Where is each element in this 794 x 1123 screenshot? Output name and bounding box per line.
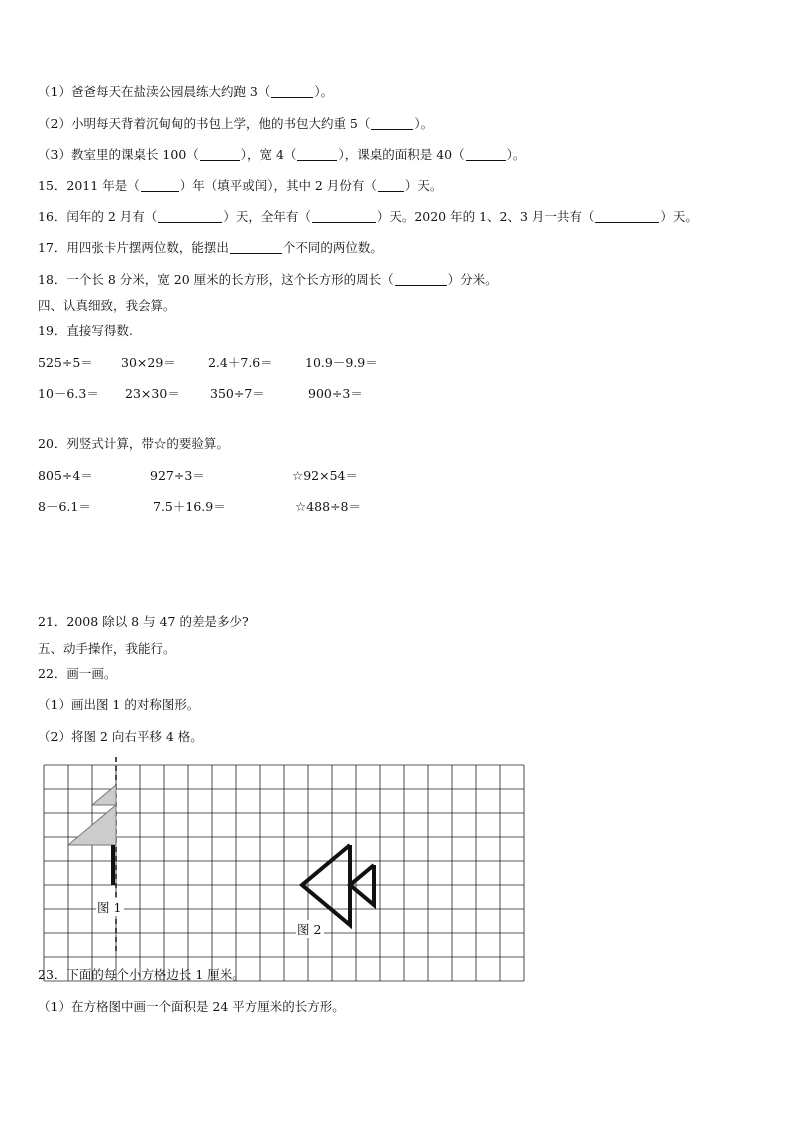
q15-text-c: ）天。 xyxy=(404,178,443,193)
q19-item: 30×29＝ xyxy=(121,355,176,370)
q22-part1: （1）画出图 1 的对称图形。 xyxy=(38,697,200,712)
figure-1-shape xyxy=(92,785,116,805)
q19-item: 525÷5＝ xyxy=(38,355,93,370)
q13-part3-text-c: ），课桌的面积是 40（ xyxy=(338,147,465,162)
q17-text-a: 17．用四张卡片摆两位数，能摆出 xyxy=(38,240,229,255)
q13-part3-text-a: （3）教室里的课桌长 100（ xyxy=(38,147,199,162)
question-23-title: 23．下面的每个小方格边长 1 厘米。 xyxy=(38,967,245,982)
q20-item: ☆488÷8＝ xyxy=(295,499,361,514)
q19-item: 10－6.3＝ xyxy=(38,386,99,401)
q18-text-a: 18．一个长 8 分米，宽 20 厘米的长方形，这个长方形的周长（ xyxy=(38,272,394,287)
q17-text-b: 个不同的两位数。 xyxy=(282,240,383,255)
q16-text-b: ）天，全年有（ xyxy=(223,209,311,224)
q19-item: 10.9－9.9＝ xyxy=(305,355,378,370)
q13-part1-text: （1）爸爸每天在盐渎公园晨练大约跑 3（ xyxy=(38,84,271,99)
q20-item: 8－6.1＝ xyxy=(38,499,91,514)
q16-text-a: 16．闰年的 2 月有（ xyxy=(38,209,158,224)
question-21: 21．2008 除以 8 与 47 的差是多少? xyxy=(38,614,249,629)
section-4-heading: 四、认真细致，我会算。 xyxy=(38,298,176,313)
question-19-title: 19．直接写得数. xyxy=(38,323,133,338)
q20-item: ☆92×54＝ xyxy=(292,468,358,483)
q20-item: 927÷3＝ xyxy=(150,468,205,483)
figure-1-label: 图 1 xyxy=(97,900,122,915)
q20-item: 7.5＋16.9＝ xyxy=(153,499,226,514)
q13-part1-end: ）。 xyxy=(314,84,334,99)
q13-part3-text-d: ）。 xyxy=(506,147,526,162)
q19-item: 350÷7＝ xyxy=(210,386,265,401)
question-20-title: 20．列竖式计算，带☆的要验算。 xyxy=(38,436,229,451)
q15-text-a: 15．2011 年是（ xyxy=(38,178,140,193)
q13-part2-end: ）。 xyxy=(414,116,434,131)
section-5-heading: 五、动手操作，我能行。 xyxy=(38,641,176,656)
q22-part2: （2）将图 2 向右平移 4 格。 xyxy=(38,729,203,744)
q15-text-b: ）年（填平或闰），其中 2 月份有（ xyxy=(179,178,377,193)
q19-item: 900÷3＝ xyxy=(308,386,363,401)
q18-text-b: ）分米。 xyxy=(447,272,498,287)
q13-part3-text-b: ），宽 4（ xyxy=(240,147,297,162)
q19-item: 2.4＋7.6＝ xyxy=(208,355,273,370)
q13-part2-text: （2）小明每天背着沉甸甸的书包上学，他的书包大约重 5（ xyxy=(38,116,371,131)
figure-2-label: 图 2 xyxy=(297,922,322,937)
q23-part1: （1）在方格图中画一个面积是 24 平方厘米的长方形。 xyxy=(38,999,345,1014)
q19-item: 23×30＝ xyxy=(125,386,180,401)
q16-text-c: ）天。2020 年的 1、2、3 月一共有（ xyxy=(376,209,595,224)
question-22-title: 22．画一画。 xyxy=(38,666,117,681)
q20-item: 805÷4＝ xyxy=(38,468,93,483)
q16-text-d: ）天。 xyxy=(660,209,698,224)
